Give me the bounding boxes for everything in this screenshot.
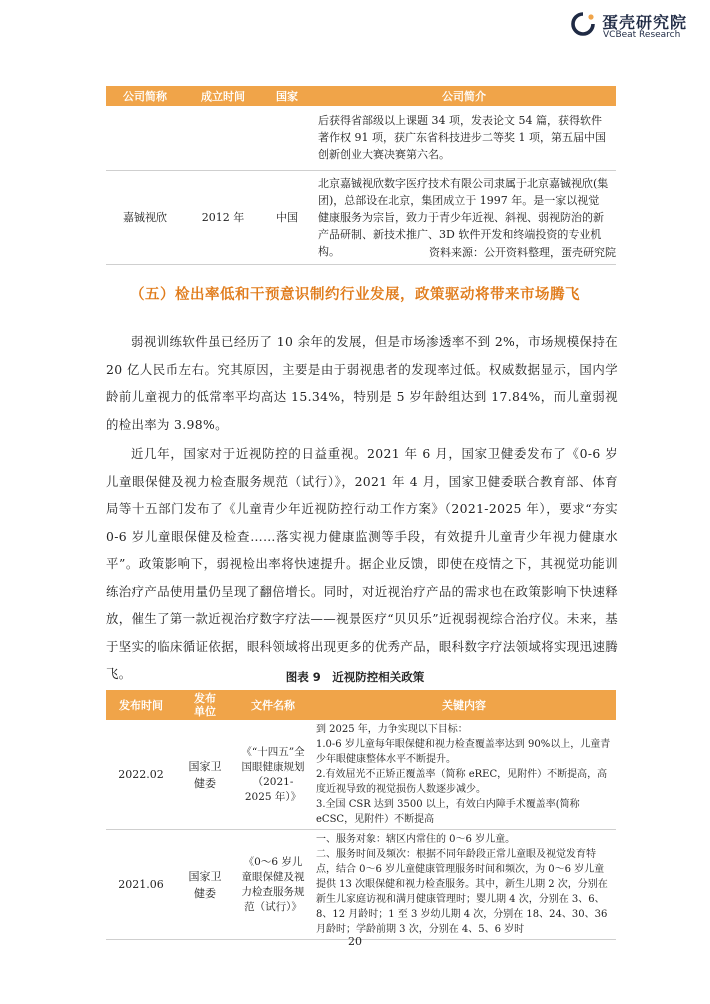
section-title: （五）检出率低和干预意识制约行业发展，政策驱动将带来市场腾飞 <box>130 286 580 303</box>
column-header: 公司简介 <box>312 86 616 106</box>
key-content-cell <box>312 720 616 830</box>
company-name-cell <box>106 106 184 170</box>
policy-table <box>106 690 616 940</box>
table-row <box>106 106 616 170</box>
column-header: 发布时间 <box>106 690 176 720</box>
column-header: 成立时间 <box>184 86 262 106</box>
logo-title: 蛋壳研究院 <box>602 13 688 32</box>
column-header: 文件名称 <box>234 690 312 720</box>
date-cell: 2021.06 <box>106 830 176 940</box>
table-header-row <box>106 86 616 106</box>
document-cell: 《“十四五”全国眼健康规划（2021-2025 年）》 <box>234 720 312 830</box>
content-line: 1.0-6 岁儿童每年眼保健和视力检查覆盖率达到 90%以上，儿童青少年眼健康整体水平不断提升。 <box>316 739 611 765</box>
column-header: 国家 <box>262 86 312 106</box>
logo-subtitle: VCBeat Research <box>603 30 681 40</box>
vcbeat-logo-icon <box>570 11 596 37</box>
content-line: 2.有效屈光不正矫正覆盖率（简称 eREC，见附件）不断提高，高度近视导致的视觉损伤人数逐步减少。 <box>316 769 608 795</box>
column-header: 公司简称 <box>106 86 184 106</box>
table-row <box>106 720 616 830</box>
column-header: 关键内容 <box>312 690 616 720</box>
brand-logo <box>570 10 705 42</box>
table-header-row <box>106 690 616 720</box>
company-desc-cell: 后获得省部级以上课题 34 项，发表论文 54 篇，获得软件著作权 91 项，获广东省科技进步二等奖 1 项，第五届中国创新创业大赛决赛第六名。 <box>312 106 616 170</box>
content-line: 3.全国 CSR 达到 3500 以上，有效白内障手术覆盖率(简称 eCSC，见附件）不断提高 <box>316 799 580 825</box>
figure-caption: 图表 9 近视防控相关政策 <box>285 670 425 684</box>
company-name-cell: 嘉铖视欣 <box>106 170 184 264</box>
page-number: 20 <box>348 935 362 948</box>
table-row <box>106 830 616 940</box>
founded-cell <box>184 106 262 170</box>
founded-cell: 2012 年 <box>184 170 262 264</box>
content-line: 一、服务对象：辖区内常住的 0～6 岁儿童。 <box>316 834 516 845</box>
source-note: 资料来源：公开资料整理，蛋壳研究院 <box>429 246 616 259</box>
country-cell <box>262 106 312 170</box>
document-cell: 《0～6 岁儿童眼保健及视力检查服务规范（试行）》 <box>234 830 312 940</box>
content-line: 到 2025 年，力争实现以下目标： <box>316 724 468 735</box>
content-line: 二、服务时间及频次：根据不同年龄段正常儿童眼及视觉发育特点，结合 0～6 岁儿童健康管理服务时间和频次，为 0～6 岁儿童提供 13 次眼保健和视力检查服务。其中，新生儿期 2 次，分别在新生儿家庭访视和满月健康管理时；婴儿期 4 次，分别在 3、6、8、12 月龄时；1 至 3 岁幼儿期 4 次，分别在 18、24、30、36 月龄时；学龄前期 3 次，分别在 4、5、6 岁时 <box>316 849 608 935</box>
body-paragraph: 近几年，国家对于近视防控的日益重视。2021 年 6 月，国家卫健委发布了《0-6 岁儿童眼保健及视力检查服务规范（试行）》，2021 年 4 月，国家卫健委联合教育部、体育局等十五部门发布了《儿童青少年近视防控行动工作方案》（2021-2025 年），要求“夯实 0-6 岁儿童眼保健及检查……落实视力健康监测等手段，有效提升儿童青少年视力健康水平”。政策影响下，弱视检出率将快速提升。据企业反馈，即使在疫情之下，其视觉功能训练治疗产品使用量仍呈现了翻倍增长。同时，对近视治疗产品的需求也在政策影响下快速释放，催生了第一款近视治疗数字疗法——视景医疗“贝贝乐”近视弱视综合治疗仪。未来，基于坚实的临床循证依据，眼科领域将出现更多的优秀产品，眼科数字疗法领域将实现迅速腾飞。 <box>106 446 618 681</box>
date-cell: 2022.02 <box>106 720 176 830</box>
unit-cell: 国家卫健委 <box>176 720 234 830</box>
unit-cell: 国家卫健委 <box>176 830 234 940</box>
company-table <box>106 86 616 265</box>
country-cell: 中国 <box>262 170 312 264</box>
column-header: 发布单位 <box>176 690 234 720</box>
company-desc-cell: 北京嘉铖视欣数字医疗技术有限公司隶属于北京嘉铖视欣(集团)，总部设在北京，集团成立于 1997 年。是一家以视觉健康服务为宗旨，致力于青少年近视、斜视、弱视防治的新产品研制、新技术推广、3D 软件开发和终端投资的专业机构。 <box>312 170 616 264</box>
key-content-cell <box>312 830 616 940</box>
body-paragraph: 弱视训练软件虽已经历了 10 余年的发展，但是市场渗透率不到 2%，市场规模保持在 20 亿人民币左右。究其原因，主要是由于弱视患者的发现率过低。权威数据显示，国内学龄前儿童视力的低常率平均高达 15.34%，特别是 5 岁年龄组达到 17.84%，而儿童弱视的检出率为 3.98%。 <box>106 334 618 432</box>
